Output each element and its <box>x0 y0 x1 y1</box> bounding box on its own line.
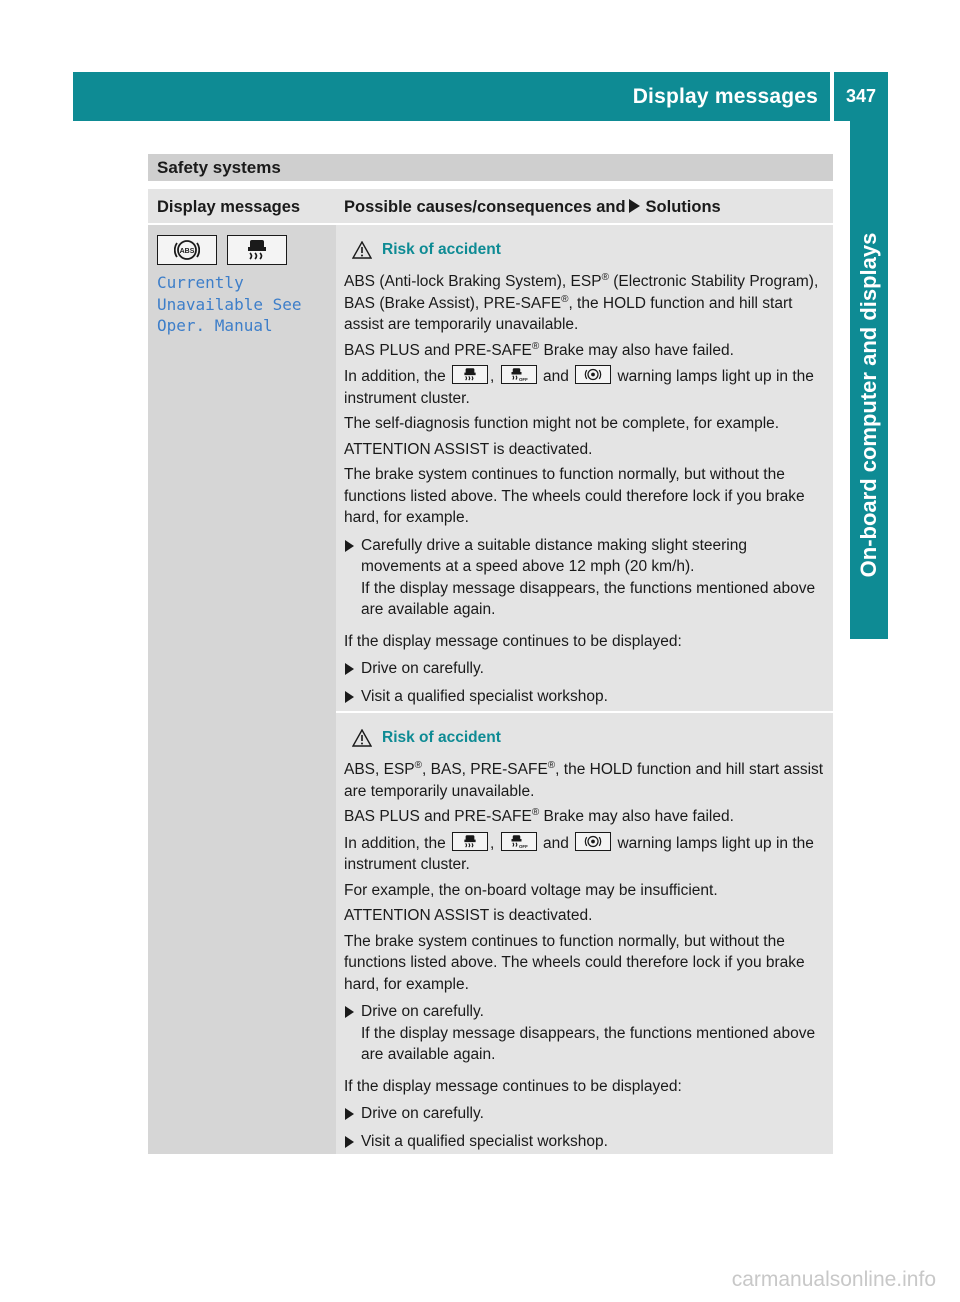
column-header-display-messages: Display messages <box>148 189 337 223</box>
instruction-step: Drive on carefully. <box>344 1103 827 1125</box>
registered-mark: ® <box>601 271 609 283</box>
text: , the HOLD function and hill start assist are temporarily unavailable. <box>344 294 793 333</box>
registered-mark: ® <box>547 759 556 771</box>
esp-off-lamp-icon <box>501 365 537 384</box>
text: If the display message disappears, the functions mentioned above are available again. <box>361 579 816 618</box>
registered-mark: ® <box>531 806 540 818</box>
solutions-cell-2 <box>336 713 833 1154</box>
warning-heading <box>344 237 827 263</box>
esp-lamp-icon <box>452 832 488 851</box>
text: ABS, ESP <box>344 761 415 778</box>
column-header-causes-text: Possible causes/consequences and <box>344 198 626 216</box>
display-message-line-3: Oper. Manual <box>157 316 273 335</box>
paragraph: If the display message continues to be displayed: <box>344 1077 682 1095</box>
abs-lamp-icon <box>157 235 217 265</box>
text: , <box>490 834 495 852</box>
page-number: 347 <box>834 72 888 121</box>
paragraph <box>344 365 827 409</box>
registered-mark: ® <box>414 759 423 771</box>
text: and <box>542 834 569 852</box>
text: warning lamps light up in the instrument cluster. <box>344 368 814 407</box>
side-tab-marker <box>850 601 888 639</box>
esp-off-lamp-icon <box>501 832 537 851</box>
text: Brake may also have failed. <box>539 808 734 825</box>
paragraph: For example, the on-board voltage may be insufficient. <box>344 881 718 899</box>
display-messages-column <box>148 225 336 1154</box>
paragraph <box>344 271 827 336</box>
section-title: Safety systems <box>148 154 833 181</box>
text: Drive on carefully. <box>361 1003 484 1020</box>
registered-mark: ® <box>531 340 540 352</box>
text: (Electronic Stability Program), BAS (Brake Assist), PRE-SAFE <box>344 273 819 312</box>
text: and <box>542 368 569 385</box>
text: In addition, the <box>344 834 446 852</box>
paragraph <box>344 759 827 802</box>
display-message-text <box>157 272 302 337</box>
paragraph <box>344 340 827 362</box>
warning-text: Risk of accident <box>382 729 501 746</box>
registered-mark: ® <box>561 293 569 305</box>
text: warning lamps light up in the instrument cluster. <box>344 834 814 873</box>
column-header-causes-solutions <box>336 189 833 223</box>
solutions-cell-1 <box>336 225 833 711</box>
esp-lamp-icon <box>227 235 287 265</box>
display-lamps <box>157 235 293 265</box>
display-message-line-2: Unavailable See <box>157 294 302 314</box>
instruction-step <box>344 535 827 621</box>
paragraph: The brake system continues to function normally, but without the functions listed above. The wheels could therefore lock if you brake hard, for example. <box>344 932 805 993</box>
watermark: carmanualsonline.info <box>731 1268 936 1291</box>
esp-lamp-icon <box>452 365 488 384</box>
text: , BAS, PRE-SAFE <box>422 761 548 778</box>
text: , <box>490 368 495 385</box>
paragraph: ATTENTION ASSIST is deactivated. <box>344 907 593 924</box>
text: , the HOLD function and hill start assist are temporarily unavailable. <box>344 761 824 800</box>
esp-off-icon-text: OFF <box>518 843 528 849</box>
instruction-step: Visit a qualified specialist workshop. <box>344 1131 827 1153</box>
warning-heading <box>344 725 827 751</box>
instruction-step: Visit a qualified specialist workshop. <box>344 686 827 708</box>
text: ABS (Anti-lock Braking System), ESP <box>344 273 602 290</box>
text: Carefully drive a suitable distance making slight steering movements at a speed above 12 mph (20 km/h). <box>361 536 747 575</box>
abs-icon-text: ABS <box>179 248 195 255</box>
paragraph: The brake system continues to function normally, but without the functions listed above. The wheels could therefore lock if you brake hard, for example. <box>344 466 805 526</box>
abs-lamp-icon <box>575 832 611 851</box>
header-bar <box>73 72 830 121</box>
text: In addition, the <box>344 368 446 385</box>
paragraph <box>344 832 827 876</box>
warning-text: Risk of accident <box>382 241 501 258</box>
header-title: Display messages <box>632 85 818 108</box>
warning-triangle-icon <box>352 729 372 747</box>
instruction-step <box>344 1001 827 1066</box>
abs-lamp-icon <box>575 365 611 384</box>
text: BAS PLUS and PRE-SAFE <box>344 808 532 825</box>
instruction-step: Drive on carefully. <box>344 658 827 680</box>
warning-triangle-icon <box>352 241 372 259</box>
side-tab-label: On-board computer and displays <box>856 232 881 578</box>
text: BAS PLUS and PRE-SAFE <box>344 341 532 359</box>
display-message-line-1: Currently <box>157 273 244 292</box>
paragraph <box>344 806 827 828</box>
esp-off-icon-text: OFF <box>518 376 528 382</box>
paragraph: The self-diagnosis function might not be complete, for example. <box>344 415 780 432</box>
arrow-right-icon <box>629 199 640 213</box>
text: If the display message disappears, the functions mentioned above are available again. <box>361 1024 816 1063</box>
paragraph: ATTENTION ASSIST is deactivated. <box>344 440 593 458</box>
paragraph: If the display message continues to be displayed: <box>344 632 682 650</box>
column-header-solutions-text: Solutions <box>645 198 721 216</box>
text: Brake may also have failed. <box>539 341 734 359</box>
